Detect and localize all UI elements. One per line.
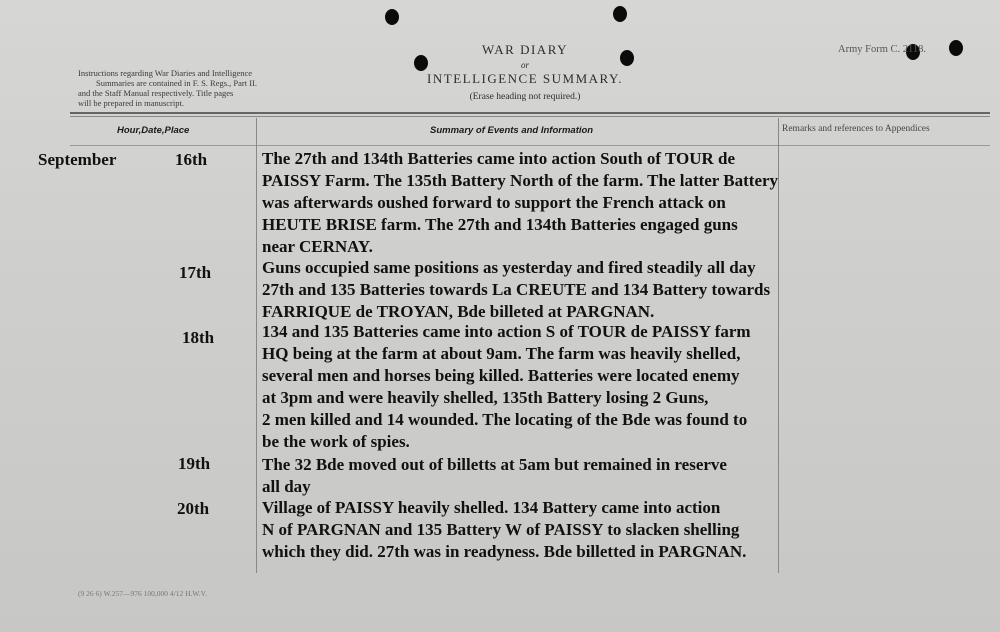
punch-hole-1 <box>385 9 399 25</box>
entry-text <box>262 148 778 258</box>
instructions-line: Instructions regarding War Diaries and Intelligence <box>78 68 253 78</box>
instructions-line: Summaries are contained in F. S. Regs., Part II. <box>96 78 258 88</box>
entry-line: which they did. 27th was in readyness. Bde billetted in PARGNAN. <box>262 542 747 561</box>
print-reference: (9 26 6) W.257—976 100,000 4/12 H.W.V. <box>78 589 207 598</box>
entry-line: HQ being at the farm at about 9am. The farm was heavily shelled, <box>262 344 741 363</box>
entry-line: The 27th and 134th Batteries came into action South of TOUR de <box>262 149 736 168</box>
instructions-note <box>78 68 318 108</box>
entry-line: at 3pm and were heavily shelled, 135th Battery losing 2 Guns, <box>262 388 709 407</box>
entry-line: PAISSY Farm. The 135th Battery North of the farm. The latter Battery <box>262 171 779 190</box>
entry-line: 134 and 135 Batteries came into action S of TOUR de PAISSY farm <box>262 322 751 341</box>
entry-day: 16th <box>175 150 208 169</box>
erase-heading-note: (Erase heading not required.) <box>469 92 581 102</box>
entry-text <box>262 257 770 323</box>
title-or: or <box>520 60 529 70</box>
entry-day: 17th <box>179 263 212 282</box>
entry-day: 18th <box>182 328 215 347</box>
entry-line: N of PARGNAN and 135 Battery W of PAISSY to slacken shelling <box>262 520 740 539</box>
punch-hole-6 <box>949 40 963 56</box>
column-header-hour-date-place: Hour,Date,Place <box>117 125 190 136</box>
header-rule-bottom <box>70 116 990 117</box>
entry-line: 27th and 135 Batteries towards La CREUTE and 134 Battery towards <box>262 280 771 299</box>
entry-text <box>262 454 727 498</box>
entry-line: Village of PAISSY heavily shelled. 134 Battery came into action <box>262 498 721 517</box>
entry-line: was afterwards oushed forward to support the French attack on <box>262 193 726 212</box>
header-rule-top <box>70 112 990 114</box>
punch-hole-2 <box>613 6 627 22</box>
entry-line: near CERNAY. <box>262 237 373 256</box>
entry-line: 2 men killed and 14 wounded. The locating of the Bde was found to <box>262 410 748 429</box>
month-label: September <box>38 150 117 169</box>
army-form-number: Army Form C. 2118. <box>838 44 926 55</box>
entry-line: several men and horses being killed. Batteries were located enemy <box>262 366 740 385</box>
entry-day: 19th <box>178 454 211 473</box>
column-header-remarks: Remarks and references to Appendices <box>782 124 930 134</box>
title-war-diary: WAR DIARY <box>481 42 569 57</box>
entry-text <box>262 497 746 563</box>
entry-line: The 32 Bde moved out of billetts at 5am but remained in reserve <box>262 455 727 474</box>
column-header-rule <box>70 145 990 146</box>
column-divider-right <box>778 118 779 573</box>
title-block <box>380 42 670 102</box>
entry-line: be the work of spies. <box>262 432 410 451</box>
entry-line: Guns occupied same positions as yesterday and fired steadily all day <box>262 258 756 277</box>
entry-line: FARRIQUE de TROYAN, Bde billeted at PARGNAN. <box>262 302 655 321</box>
entry-line: all day <box>262 477 311 496</box>
column-divider-left <box>256 118 257 573</box>
instructions-line: and the Staff Manual respectively. Title pages <box>78 88 234 98</box>
entry-line: HEUTE BRISE farm. The 27th and 134th Batteries engaged guns <box>262 215 738 234</box>
instructions-line: will be prepared in manuscript. <box>78 98 184 108</box>
title-intelligence-summary: INTELLIGENCE SUMMARY. <box>427 71 623 86</box>
column-header-summary: Summary of Events and Information <box>430 125 594 136</box>
entry-day: 20th <box>177 499 210 518</box>
entry-text <box>262 321 751 453</box>
